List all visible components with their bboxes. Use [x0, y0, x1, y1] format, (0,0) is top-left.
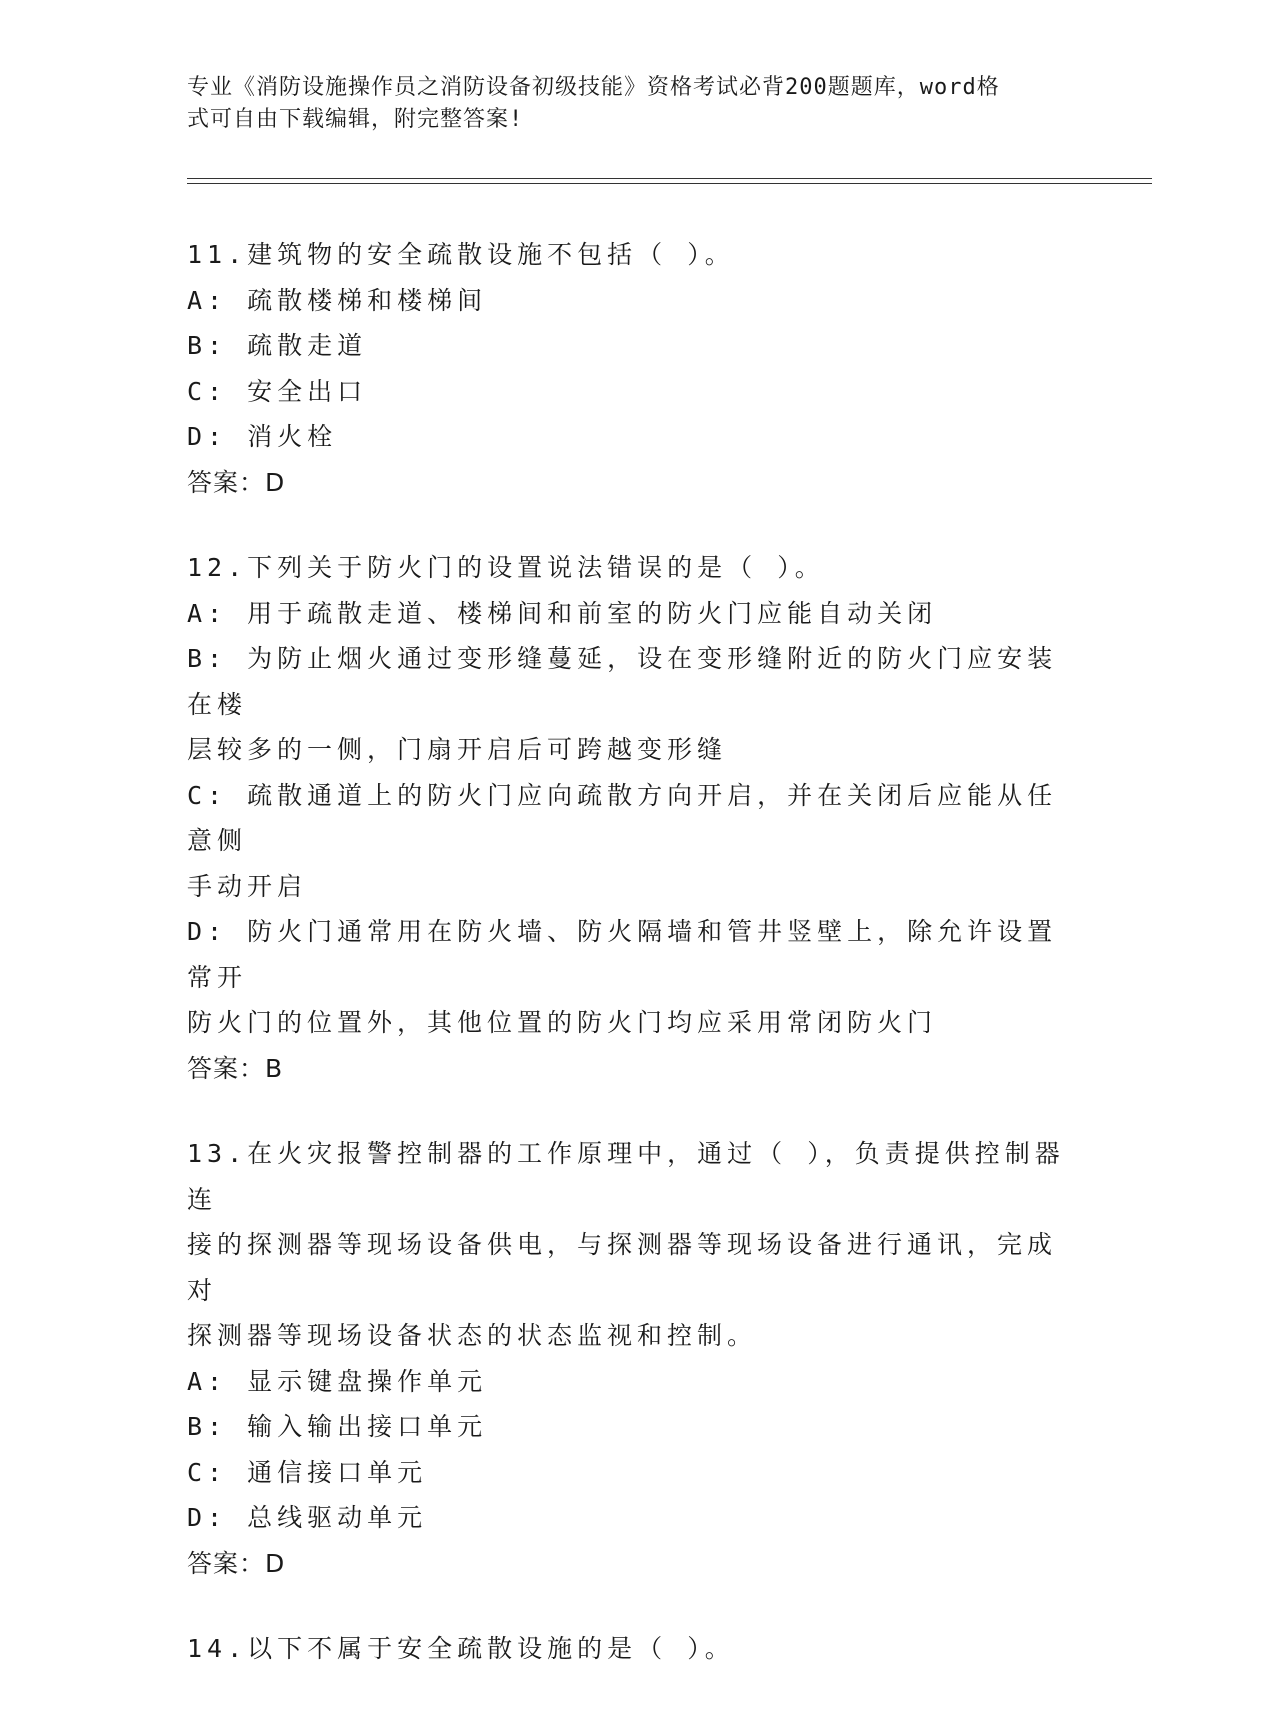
document-intro: [187, 72, 1067, 136]
option-line: B: 疏散走道: [187, 331, 368, 360]
intro-line-1: 专业《消防设施操作员之消防设备初级技能》资格考试必背200题题库，word格: [187, 75, 1000, 100]
option-line: C: 安全出口: [187, 376, 368, 406]
question-stem-line: 11.建筑物的安全疏散设施不包括（ ）。: [187, 240, 735, 269]
option-line: B: 为防止烟火通过变形缝蔓延，设在变形缝附近的防火门应安装在楼: [187, 644, 1058, 719]
option-line: C: 疏散通道上的防火门应向疏散方向开启，并在关闭后应能从任意侧: [187, 780, 1058, 855]
option-line: 防火门的位置外，其他位置的防火门均应采用常闭防火门: [187, 1008, 938, 1037]
option-line: C: 通信接口单元: [187, 1457, 428, 1487]
question-list: [187, 232, 1077, 1712]
answer-line: 答案：D: [187, 467, 286, 497]
option-line: A: 显示键盘操作单元: [187, 1366, 488, 1396]
option-line: 层较多的一侧，门扇开启后可跨越变形缝: [187, 735, 728, 764]
option-line: 手动开启: [187, 871, 308, 901]
option-line: D: 消火栓: [187, 422, 338, 451]
answer-line: 答案：B: [187, 1053, 284, 1083]
question-stem-line: 13.在火灾报警控制器的工作原理中，通过（ ），负责提供控制器连: [187, 1139, 1065, 1214]
option-line: A: 用于疏散走道、楼梯间和前室的防火门应能自动关闭: [187, 598, 938, 628]
option-line: D: 总线驱动单元: [187, 1503, 428, 1532]
intro-line-2: 式可自由下载编辑，附完整答案!: [187, 107, 524, 132]
question-stem-line: 探测器等现场设备状态的状态监视和控制。: [187, 1321, 758, 1350]
question-stem-line: 12.下列关于防火门的设置说法错误的是（ ）。: [187, 553, 825, 582]
question-stem-line: 接的探测器等现场设备供电，与探测器等现场设备进行通讯，完成对: [187, 1230, 1058, 1305]
question-14: [187, 1626, 1077, 1672]
header-rule-bottom: [187, 183, 1152, 184]
question-11: [187, 232, 1077, 505]
option-line: D: 防火门通常用在防火墙、防火隔墙和管井竖壁上，除允许设置常开: [187, 917, 1058, 992]
option-line: B: 输入输出接口单元: [187, 1412, 488, 1441]
option-line: A: 疏散楼梯和楼梯间: [187, 285, 488, 315]
question-13: [187, 1131, 1077, 1586]
header-rule-top: [187, 178, 1152, 179]
answer-line: 答案：D: [187, 1548, 286, 1578]
question-12: [187, 545, 1077, 1091]
question-stem-line: 14.以下不属于安全疏散设施的是（ ）。: [187, 1634, 735, 1663]
